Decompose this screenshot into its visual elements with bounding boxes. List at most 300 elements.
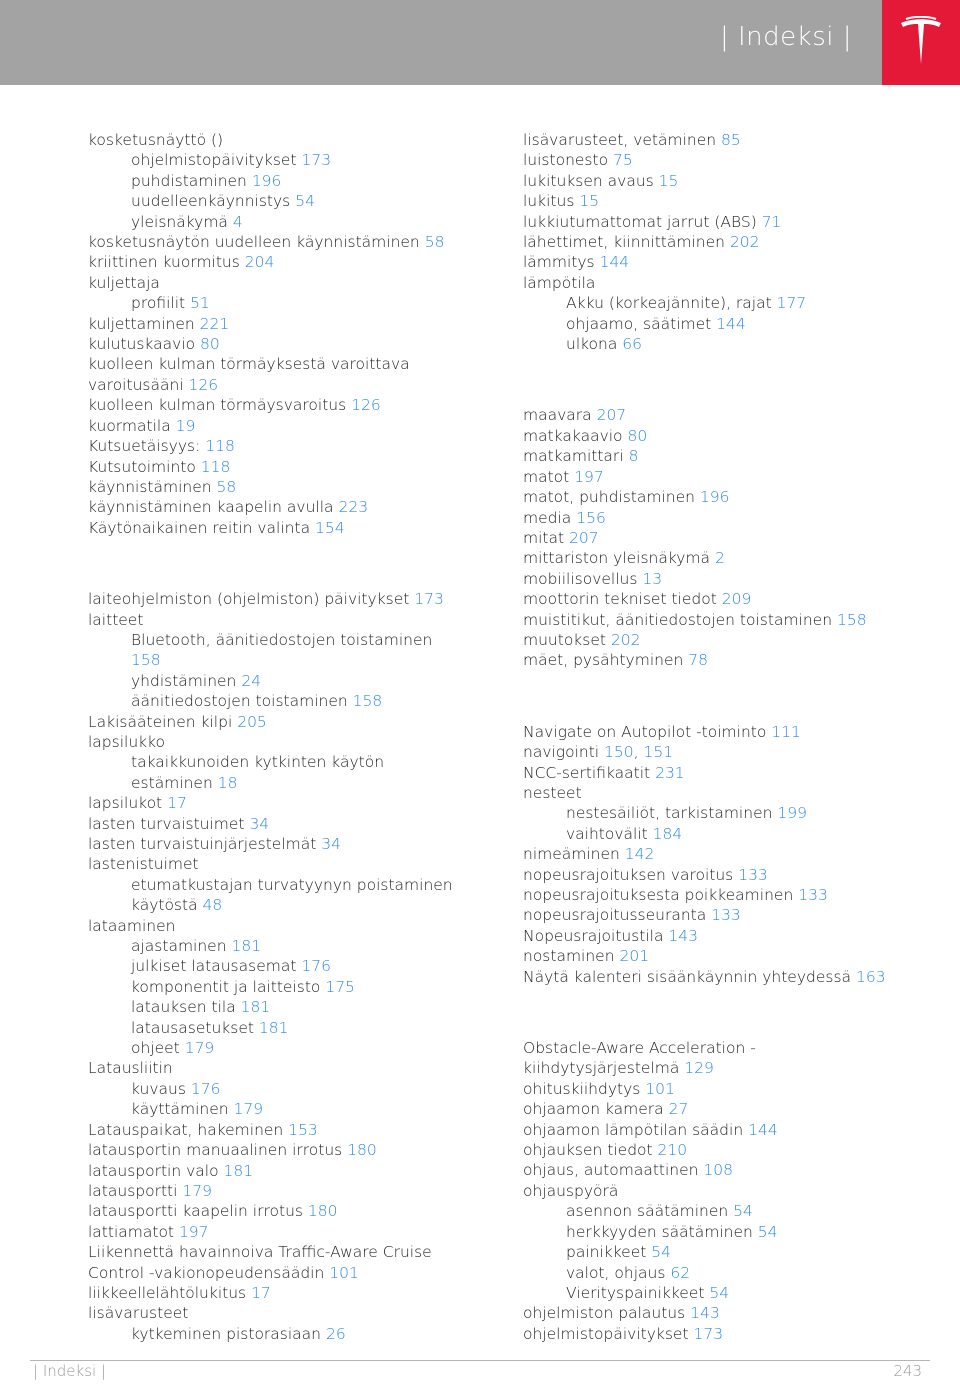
page-link[interactable]: 231 (655, 763, 685, 782)
page-link[interactable]: 118 (200, 457, 231, 476)
index-entry (523, 885, 943, 905)
page-link[interactable]: 15 (658, 171, 679, 190)
entry-term: nesteet (523, 783, 582, 802)
index-subentry (523, 1283, 943, 1303)
index-entry (88, 273, 508, 293)
page-link[interactable]: 181 (258, 1018, 289, 1037)
entry-term: Latauspaikat, hakeminen (88, 1120, 284, 1139)
entry-term: nopeusrajoitusseuranta (523, 906, 707, 925)
page-link[interactable]: 223 (338, 498, 369, 517)
entry-term: latausportti kaapelin irrotus (88, 1202, 303, 1221)
page-link[interactable]: 197 (178, 1222, 209, 1241)
entry-term: lähettimet, kiinnittäminen (523, 233, 725, 252)
entry-term: laitteet (88, 610, 144, 629)
entry-term: ulkona (566, 335, 618, 354)
footer-divider (30, 1360, 930, 1361)
index-entry (523, 1079, 943, 1099)
entry-term: etumatkustajan turvatyynyn poistaminen (131, 875, 453, 894)
index-entry (88, 1120, 508, 1140)
index-entry (88, 610, 508, 630)
index-subentry (523, 314, 943, 334)
index-entry (88, 497, 508, 517)
page-link[interactable]: 143 (668, 926, 699, 945)
entry-term: muutokset (523, 630, 606, 649)
entry-term: vaihtovälit (566, 824, 648, 843)
index-entry (523, 212, 943, 232)
index-entry (88, 732, 508, 752)
index-subentry (88, 1099, 508, 1119)
index-subentry (88, 150, 508, 170)
index-subentry (523, 1201, 943, 1221)
entry-term: matot, puhdistaminen (523, 488, 695, 507)
entry-term: painikkeet (566, 1243, 647, 1262)
entry-term: Obstacle-Aware Acceleration - (523, 1039, 756, 1058)
page-link[interactable]: 118 (205, 437, 235, 456)
entry-term: latausasetukset (131, 1018, 254, 1037)
index-entry (88, 1222, 508, 1242)
entry-term: julkiset latausasemat (131, 957, 297, 976)
index-entry (523, 191, 943, 211)
page-link[interactable]: 204 (244, 253, 275, 272)
entry-term: matot (523, 467, 570, 486)
index-entry (88, 1140, 508, 1160)
entry-term: lämpötila (523, 273, 596, 292)
page-link[interactable]: 111 (771, 722, 801, 741)
page-link[interactable]: 54 (651, 1243, 671, 1262)
entry-term: äänitiedostojen toistaminen (131, 692, 348, 711)
index-subentry (88, 1079, 508, 1099)
entry-term: Liikennettä havainnoiva Traffic-Aware Cruise (88, 1243, 432, 1262)
page-link[interactable]: 181 (240, 998, 271, 1017)
page-link[interactable]: 58 (424, 233, 445, 252)
index-subentry (523, 1242, 943, 1262)
index-entry (523, 967, 943, 987)
index-subentry (88, 691, 508, 711)
entry-term: ohjaamon kamera (523, 1100, 664, 1119)
index-entry (88, 314, 508, 334)
entry-term: Vierityspainikkeet (566, 1283, 705, 1302)
entry-term: lapsilukot (88, 794, 163, 813)
index-subentry (523, 293, 943, 313)
entry-term: lattiamatot (88, 1222, 174, 1241)
page-link[interactable]: 62 (670, 1263, 691, 1282)
entry-term: ohjelmistopäivitykset (523, 1324, 689, 1343)
page-link[interactable]: 158 (352, 692, 383, 711)
index-entry (523, 1303, 943, 1323)
page-link[interactable]: 133 (711, 906, 741, 925)
entry-term: navigointi (523, 743, 600, 762)
index-entry (523, 569, 943, 589)
index-subentry (88, 650, 508, 670)
index-entry (88, 589, 508, 609)
entry-term: käyttäminen (131, 1100, 229, 1119)
page-link[interactable]: 58 (216, 477, 237, 496)
index-column-left (88, 130, 508, 1344)
entry-term: muistitikut, äänitiedostojen toistaminen (523, 610, 833, 629)
index-subentry (88, 212, 508, 232)
footer-page-number: 243 (893, 1362, 922, 1380)
entry-term: yhdistäminen (131, 671, 237, 690)
page-link[interactable]: 150 (604, 743, 634, 762)
page-link[interactable]: 108 (703, 1161, 734, 1180)
index-entry (523, 150, 943, 170)
index-entry (523, 508, 943, 528)
page-link[interactable]: 129 (684, 1059, 714, 1078)
index-entry (88, 1201, 508, 1221)
index-entry: navigointi 150, 151 (523, 743, 674, 762)
page-link[interactable]: 80 (200, 335, 220, 354)
page-link[interactable]: 133 (738, 865, 768, 884)
page-link[interactable]: 176 (190, 1079, 221, 1098)
entry-term: nopeusrajoituksen varoitus (523, 865, 734, 884)
index-entry (523, 589, 943, 609)
page-link[interactable]: 48 (202, 896, 223, 915)
index-entry (88, 477, 508, 497)
page-link[interactable]: 197 (574, 467, 604, 486)
entry-term: kuvaus (131, 1079, 186, 1098)
index-entry (88, 1058, 508, 1078)
page-link[interactable]: 221 (199, 314, 230, 333)
entry-term: ohituskiihdytys (523, 1079, 641, 1098)
index-entry (523, 232, 943, 252)
index-subentry (88, 895, 508, 915)
page-link[interactable]: 163 (855, 967, 886, 986)
page-link[interactable]: 80 (627, 426, 648, 445)
index-entry (88, 436, 508, 456)
entry-term: lasten turvaistuinjärjestelmät (88, 835, 317, 853)
index-entry (88, 395, 508, 415)
entry-term: mitat (523, 528, 565, 547)
page-link[interactable]: 173 (693, 1324, 724, 1343)
page-link[interactable]: 181 (223, 1161, 254, 1180)
entry-term: latausportti (88, 1181, 178, 1200)
index-entry (523, 1160, 943, 1180)
page-link[interactable]: 179 (233, 1100, 264, 1119)
index-subentry (523, 1222, 943, 1242)
page-link[interactable]: 207 (569, 528, 599, 547)
entry-term: ohjaus, automaattinen (523, 1161, 699, 1180)
index-entry (88, 1283, 508, 1303)
entry-term: lisävarusteet (88, 1304, 189, 1323)
index-entry (523, 1058, 943, 1078)
index-entry (523, 1324, 943, 1344)
entry-term: Kutsuetäisyys: (88, 437, 201, 456)
index-subentry (523, 1263, 943, 1283)
index-entry (523, 487, 943, 507)
index-entry (523, 405, 943, 425)
page-link[interactable]: 201 (619, 947, 650, 966)
page-link[interactable]: 205 (237, 712, 267, 731)
index-entry (523, 722, 943, 742)
page-link[interactable]: 196 (251, 171, 282, 190)
page-link[interactable]: 184 (652, 824, 683, 843)
page-link[interactable]: 158 (131, 651, 161, 670)
entry-term: lasten turvaistuimet (88, 814, 245, 833)
page-link[interactable]: 15 (579, 192, 600, 211)
page-link[interactable]: 71 (761, 212, 782, 231)
entry-term: käynnistäminen kaapelin avulla (88, 498, 334, 517)
entry-term: lukitus (523, 192, 575, 211)
index-entry (523, 1038, 943, 1058)
entry-term: ohjauksen tiedot (523, 1141, 653, 1160)
entry-term: lukituksen avaus (523, 171, 654, 190)
index-subentry (88, 752, 508, 772)
page-link[interactable]: 66 (622, 335, 643, 354)
index-entry (88, 1263, 508, 1283)
entry-term: Control -vakionopeudensäädin (88, 1263, 325, 1282)
page-link[interactable]: 180 (307, 1202, 338, 1221)
entry-term: matkamittari (523, 447, 624, 466)
index-entry (523, 844, 943, 864)
page-header (0, 0, 960, 85)
page-link[interactable]: 75 (613, 151, 633, 170)
index-subentry (523, 803, 943, 823)
index-subentry (88, 1324, 508, 1344)
index-entry (88, 712, 508, 732)
page-link[interactable]: 24 (241, 671, 262, 690)
entry-term: yleisnäkymä (131, 212, 228, 231)
index-subentry (523, 824, 943, 844)
page-link[interactable]: 34 (249, 814, 270, 833)
index-entry (523, 946, 943, 966)
page-link[interactable]: 101 (645, 1079, 675, 1098)
entry-term: takaikkunoiden kytkinten käytön (131, 753, 385, 772)
page-link[interactable]: 202 (729, 233, 760, 252)
entry-term: kuljettaminen (88, 314, 195, 333)
page-link[interactable]: 101 (329, 1263, 359, 1282)
index-column-right (523, 130, 943, 1344)
page-link[interactable]: 17 (251, 1283, 271, 1302)
entry-term: luistonesto (523, 151, 609, 170)
entry-term: valot, ohjaus (566, 1263, 666, 1282)
index-entry (88, 1303, 508, 1323)
entry-term: liikkeellelähtölukitus (88, 1283, 247, 1302)
page-link[interactable]: 175 (325, 977, 355, 996)
entry-term: lisävarusteet, vetäminen (523, 131, 717, 149)
brand-logo (882, 0, 960, 85)
entry-term: mäet, pysähtyminen (523, 651, 684, 670)
page-link[interactable]: 173 (414, 590, 444, 609)
page-link[interactable]: 19 (175, 416, 196, 435)
index-entry (88, 375, 508, 395)
index-entry (523, 650, 943, 670)
entry-term: Kutsutoiminto (88, 457, 196, 476)
page-link[interactable]: 196 (699, 488, 730, 507)
entry-term: Navigate on Autopilot -toiminto (523, 722, 767, 741)
page-link[interactable]: 13 (642, 569, 663, 588)
entry-term: Näytä kalenteri sisäänkäynnin yhteydessä (523, 967, 852, 986)
index-subentry (88, 875, 508, 895)
index-entry (523, 1181, 943, 1201)
entry-term: kuormatila (88, 416, 171, 435)
entry-term: ohjeet (131, 1039, 180, 1058)
index-entry (523, 1140, 943, 1160)
entry-term: ohjaamon lämpötilan säädin (523, 1120, 744, 1139)
entry-term: Bluetooth, äänitiedostojen toistaminen (131, 630, 433, 649)
entry-term: nestesäiliöt, tarkistaminen (566, 804, 773, 823)
page-link[interactable]: 151 (643, 743, 674, 762)
entry-term: media (523, 508, 572, 527)
entry-term: latausportin valo (88, 1161, 219, 1180)
page-link[interactable]: 144 (599, 253, 630, 272)
page-link[interactable]: 126 (351, 396, 381, 415)
entry-term: mittariston yleisnäkymä (523, 549, 711, 568)
entry-term: Akku (korkeajännite), rajat (566, 294, 772, 313)
entry-term: Käytönaikainen reitin valinta (88, 518, 311, 537)
entry-term: mobiilisovellus (523, 569, 638, 588)
page-link[interactable]: 207 (596, 406, 627, 425)
entry-term: asennon säätäminen (566, 1202, 729, 1221)
entry-term: komponentit ja laitteisto (131, 977, 321, 996)
index-entry (523, 273, 943, 293)
index-entry (88, 130, 508, 150)
entry-term: lämmitys (523, 253, 595, 272)
index-entry (88, 457, 508, 477)
index-entry (523, 926, 943, 946)
page-link[interactable]: 78 (688, 651, 708, 670)
page-link[interactable]: 2 (714, 549, 725, 568)
entry-term: käynnistäminen (88, 477, 212, 496)
page-link[interactable]: 54 (733, 1202, 753, 1221)
page-link[interactable]: 144 (716, 314, 746, 333)
entry-term: NCC-sertifikaatit (523, 763, 651, 782)
page-link[interactable]: 54 (709, 1283, 730, 1302)
index-entry (523, 446, 943, 466)
index-entry (523, 610, 943, 630)
index-entry (88, 1181, 508, 1201)
index-subentry (88, 936, 508, 956)
index-subentry (88, 191, 508, 211)
page-link[interactable]: 17 (167, 794, 187, 813)
entry-term: Lakisääteinen kilpi (88, 712, 233, 731)
index-entry (523, 1120, 943, 1140)
index-entry (88, 1242, 508, 1262)
page-link[interactable]: 156 (576, 508, 606, 527)
index-entry (88, 334, 508, 354)
page-link[interactable]: 173 (301, 151, 332, 170)
footer-section-label: | Indeksi | (33, 1362, 106, 1380)
index-entry (523, 426, 943, 446)
page-link[interactable]: 8 (628, 447, 639, 466)
entry-term: matkakaavio (523, 426, 623, 445)
entry-term: herkkyyden säätäminen (566, 1222, 753, 1241)
page-link[interactable]: 54 (295, 192, 315, 211)
index-entry (88, 1161, 508, 1181)
page-link[interactable]: 199 (777, 804, 807, 823)
index-entry (88, 834, 508, 854)
index-entry (88, 854, 508, 874)
page-link[interactable]: 133 (798, 886, 828, 904)
entry-term: lapsilukko (88, 732, 166, 751)
index-entry (88, 416, 508, 436)
entry-term: kriittinen kuormitus (88, 253, 240, 272)
page-link[interactable]: 26 (325, 1324, 346, 1343)
index-subentry (88, 1018, 508, 1038)
page-link[interactable]: 85 (721, 131, 741, 149)
index-entry (88, 354, 508, 374)
entry-term: ohjauspyörä (523, 1181, 619, 1200)
page-link[interactable]: 179 (182, 1181, 212, 1200)
index-subentry (88, 671, 508, 691)
page-link[interactable]: 144 (748, 1120, 778, 1139)
index-entry (523, 252, 943, 272)
index-entry (523, 783, 943, 803)
tesla-logo-icon (898, 16, 944, 68)
page-link[interactable]: 202 (610, 630, 641, 649)
page-link[interactable]: 4 (232, 212, 243, 231)
entry-term: kuolleen kulman törmäysvaroitus (88, 396, 347, 415)
index-subentry (523, 334, 943, 354)
entry-term: kiihdytysjärjestelmä (523, 1059, 680, 1078)
page-link[interactable]: 180 (347, 1141, 377, 1160)
entry-term: käytöstä (131, 896, 198, 915)
index-entry (523, 130, 943, 150)
page-link[interactable]: 34 (321, 835, 341, 853)
index-entry (88, 518, 508, 538)
index-subentry (88, 293, 508, 313)
entry-term: nostaminen (523, 947, 615, 966)
index-entry (88, 252, 508, 272)
index-subentry (88, 977, 508, 997)
entry-term: lastenistuimet (88, 855, 199, 874)
entry-term: latausportin manuaalinen irrotus (88, 1141, 343, 1160)
entry-term: lataaminen (88, 916, 176, 935)
index-entry (523, 171, 943, 191)
entry-term: lukkiutumattomat jarrut (ABS) (523, 212, 757, 231)
entry-term: kuljettaja (88, 273, 160, 292)
page-link[interactable]: 158 (836, 610, 867, 629)
index-entry (523, 467, 943, 487)
index-entry (88, 814, 508, 834)
entry-term: estäminen (131, 773, 213, 792)
entry-term: ohjelmistopäivitykset (131, 151, 297, 170)
page-link[interactable]: 51 (190, 294, 210, 313)
page-link[interactable]: 142 (624, 845, 655, 864)
index-subentry (88, 773, 508, 793)
entry-term: Latausliitin (88, 1059, 173, 1078)
entry-term: laiteohjelmiston (ohjelmiston) päivitykset (88, 590, 410, 609)
page-link[interactable]: 153 (288, 1120, 318, 1139)
entry-term: kosketusnäytön uudelleen käynnistäminen (88, 233, 420, 252)
entry-term: nimeäminen (523, 845, 620, 864)
page-link[interactable]: 154 (315, 518, 345, 537)
index-subentry (88, 171, 508, 191)
entry-term: latauksen tila (131, 998, 236, 1017)
page-link[interactable]: 176 (301, 957, 331, 976)
page-link[interactable]: 179 (184, 1039, 215, 1058)
page-link[interactable]: 27 (668, 1100, 689, 1119)
page-link[interactable]: 143 (690, 1304, 720, 1323)
entry-term: nopeusrajoituksesta poikkeaminen (523, 886, 794, 904)
entry-term: maavara (523, 406, 592, 425)
index-entry (523, 528, 943, 548)
page-link[interactable]: 126 (188, 375, 219, 394)
entry-term: uudelleenkäynnistys (131, 192, 291, 211)
entry-term: kulutuskaavio (88, 335, 196, 354)
page-link[interactable]: 18 (217, 773, 238, 792)
index-entry (523, 865, 943, 885)
page-link[interactable]: 181 (231, 937, 262, 956)
page-link[interactable]: 210 (657, 1141, 688, 1160)
index-subentry (88, 997, 508, 1017)
index-entry (523, 548, 943, 568)
page-link[interactable]: 54 (757, 1222, 778, 1241)
page-link[interactable]: 177 (776, 294, 807, 313)
entry-term: profiilit (131, 294, 186, 313)
index-entry (523, 630, 943, 650)
index-entry (523, 905, 943, 925)
page-link[interactable]: 209 (721, 590, 752, 609)
